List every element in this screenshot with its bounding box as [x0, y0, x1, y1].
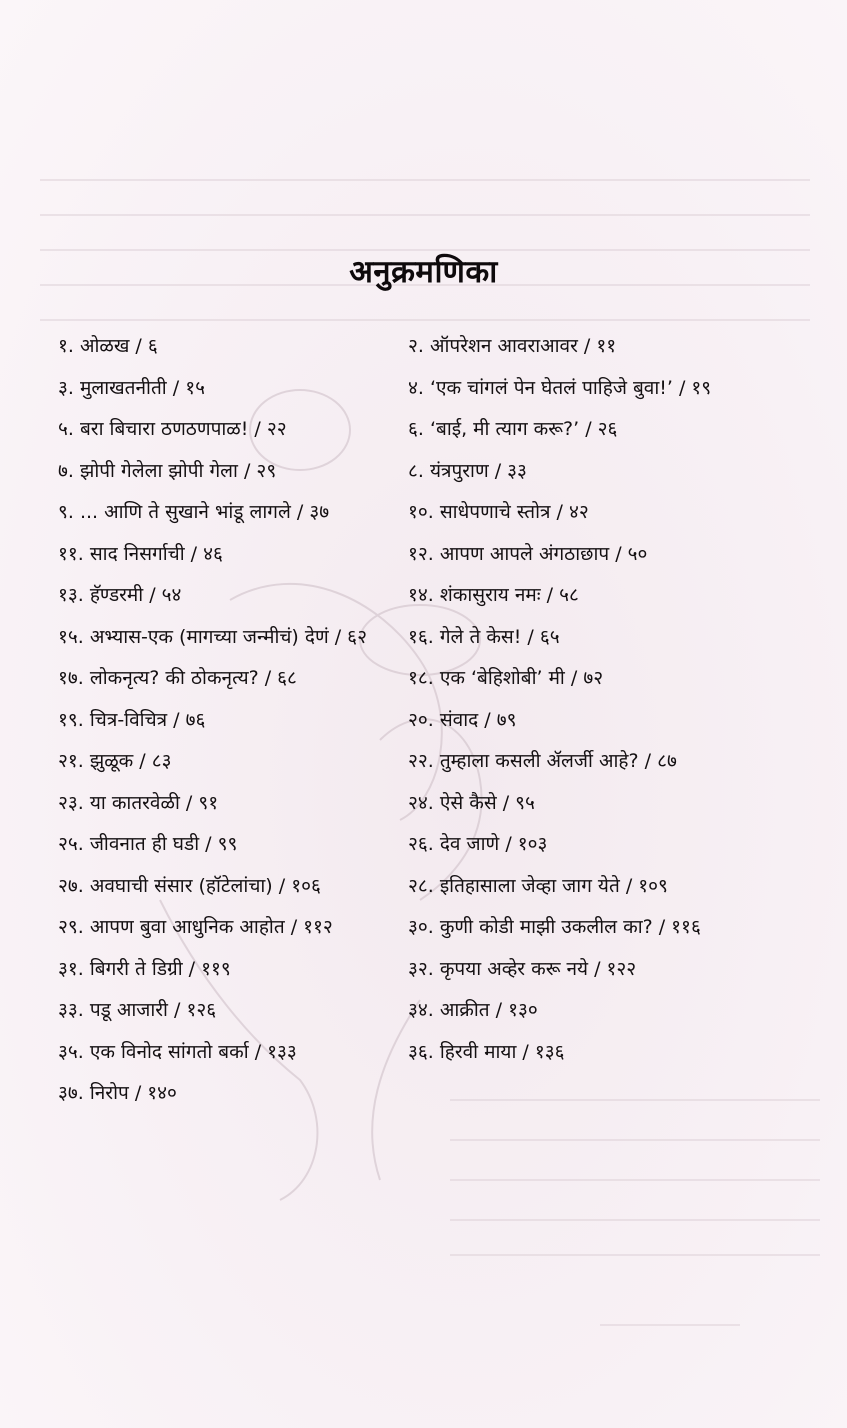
toc-entry: ५. बरा बिचारा ठणठणपाळ! / २२: [58, 418, 287, 440]
toc-entry: १६. गेले ते केस! / ६५: [408, 625, 560, 648]
toc-row: [0, 415, 847, 455]
toc-entry: ३२. कृपया अव्हेर करू नये / १२२: [408, 957, 637, 980]
toc-entry: २. ऑपरेशन आवराआवर / ११: [408, 335, 617, 357]
toc-entry: २८. इतिहासाला जेव्हा जाग येते / १०९: [408, 874, 668, 897]
toc-entry: २२. तुम्हाला कसली ॲलर्जी आहे? / ८७: [408, 750, 677, 772]
toc-entry: ३. मुलाखतनीती / १५: [58, 376, 205, 399]
toc-entry: २१. झुळूक / ८३: [58, 750, 172, 772]
toc-row: [0, 1038, 847, 1078]
toc-entry: ३५. एक विनोद सांगतो बर्का / १३३: [58, 1040, 297, 1063]
toc-entry: ७. झोपी गेलेला झोपी गेला / २९: [58, 459, 277, 482]
toc-entry: ३१. बिगरी ते डिग्री / ११९: [58, 957, 231, 980]
page-title: अनुक्रमणिका: [349, 254, 498, 290]
toc-entry: ३७. निरोप / १४०: [58, 1082, 177, 1104]
toc-entry: १८. एक ‘बेहिशोबी’ मी / ७२: [408, 667, 604, 689]
toc-row: [0, 457, 847, 497]
toc-row: [0, 830, 847, 870]
toc-entry: ४. ‘एक चांगलं पेन घेतलं पाहिजे बुवा!’ / १९: [408, 376, 712, 399]
toc-entry: ३४. आक्रीत / १३०: [408, 999, 538, 1021]
toc-entry: २७. अवघाची संसार (हॉटेलांचा) / १०६: [58, 874, 321, 897]
toc-entry: ६. ‘बाई, मी त्याग करू?’ / २६: [408, 418, 618, 440]
toc-row: [0, 498, 847, 538]
toc-entry: २९. आपण बुवा आधुनिक आहोत / ११२: [58, 916, 333, 938]
toc-entry: २५. जीवनात ही घडी / ९९: [58, 833, 238, 855]
toc-row: [0, 332, 847, 372]
toc-entry: ३०. कुणी कोडी माझी उकलील का? / ११६: [408, 916, 701, 938]
toc-entry: २०. संवाद / ७९: [408, 708, 517, 731]
toc-entry: ९. ... आणि ते सुखाने भांडू लागले / ३७: [58, 501, 330, 523]
toc-entry: १३. हॅण्डरमी / ५४: [58, 584, 182, 606]
toc-row: [0, 623, 847, 663]
toc-row: [0, 1079, 847, 1119]
toc-entry: ११. साद निसर्गाची / ४६: [58, 542, 223, 565]
toc-row: [0, 955, 847, 995]
toc-row: [0, 581, 847, 621]
toc-entry: १०. साधेपणाचे स्तोत्र / ४२: [408, 501, 589, 523]
toc-entry: १७. लोकनृत्य? की ठोकनृत्य? / ६८: [58, 667, 297, 689]
toc-entry: १९. चित्र-विचित्र / ७६: [58, 708, 206, 731]
toc-row: [0, 996, 847, 1036]
toc-entry: १२. आपण आपले अंगठाछाप / ५०: [408, 542, 648, 565]
toc-entry: ३६. हिरवी माया / १३६: [408, 1040, 565, 1063]
toc-entry: १४. शंकासुराय नमः / ५८: [408, 584, 579, 606]
toc-row: [0, 664, 847, 704]
toc-row: [0, 540, 847, 580]
toc-entry: ३३. पडू आजारी / १२६: [58, 999, 217, 1021]
toc-entry: २४. ऐसे कैसे / ९५: [408, 791, 535, 814]
toc-row: [0, 374, 847, 414]
toc-row: [0, 747, 847, 787]
toc-row: [0, 706, 847, 746]
toc-row: [0, 872, 847, 912]
toc-entry: २३. या कातरवेळी / ९१: [58, 791, 219, 814]
toc-row: [0, 789, 847, 829]
toc-row: [0, 913, 847, 953]
toc-entry: २६. देव जाणे / १०३: [408, 833, 548, 855]
toc-entry: १. ओळख / ६: [58, 335, 158, 357]
toc-entry: ८. यंत्रपुराण / ३३: [408, 459, 527, 482]
toc-entry: १५. अभ्यास-एक (मागच्या जन्मीचं) देणं / ६२: [58, 625, 367, 648]
